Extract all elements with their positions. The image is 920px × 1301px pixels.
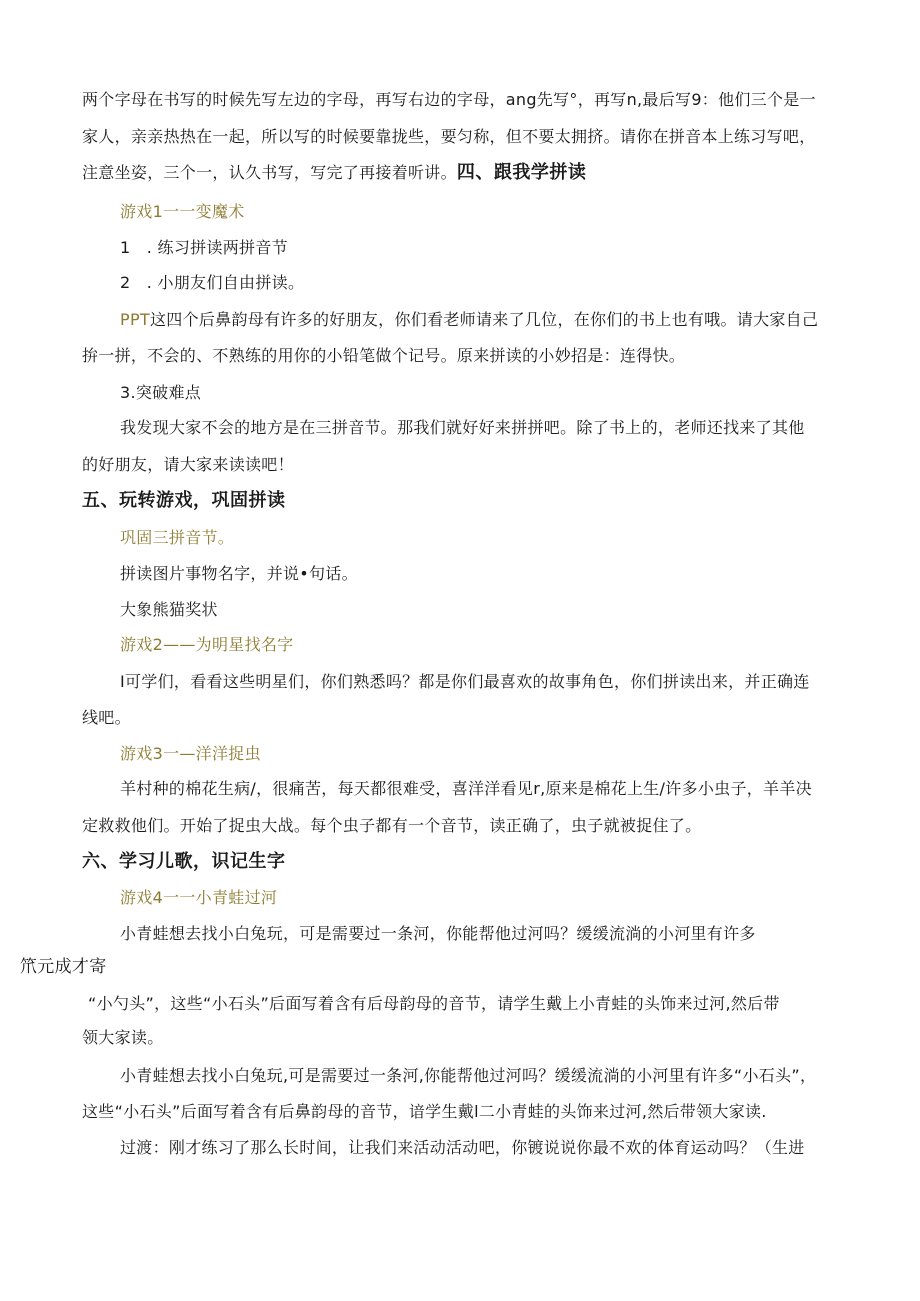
list-item-2: 2 . 小朋友们自由拼读。 xyxy=(120,273,305,292)
ppt-line-1 xyxy=(120,309,818,331)
difficulty-para-line-1: 我发现大家不会的地方是在三拼音节。那我们就好好来拼拼吧。除了书上的，老师还找来了其他 xyxy=(120,418,805,437)
game-2-title: 游戏2——为明星找名字 xyxy=(120,635,294,654)
heading-section-6: 六、学习儿歌，识记生字 xyxy=(82,851,286,872)
difficulty-para-line-2: 的好朋友，请大家来读读吧！ xyxy=(82,455,294,474)
stones-para-line-1: “小勺头”，这些“小石头”后面写着含有后母韵母的音节，请学生戴上小青蛙的头饰来过河,然后带 xyxy=(88,994,780,1013)
game-3-para-line-1: 羊村种的棉花生病/，很痛苦，每天都很难受，喜洋洋看见r,原来是棉花上生/许多小虫子，羊羊决 xyxy=(120,779,812,798)
ppt-line-2: 拚一拼，不会的、不熟练的用你的小铅笔做个记号。原来拼读的小妙招是：连得快。 xyxy=(82,346,686,365)
ppt-label: PPT xyxy=(120,310,150,329)
game-3-title: 游戏3一—洋洋捉虫 xyxy=(120,744,261,763)
heading-section-5: 五、玩转游戏，巩固拼读 xyxy=(82,490,286,511)
game-4-title: 游戏4一一小青蛙过河 xyxy=(120,888,278,907)
margin-note: 笊元成才寄 xyxy=(20,957,107,977)
section-5-subtitle: 巩固三拼音节。 xyxy=(120,528,235,547)
intro-line-3-text: 注意坐姿，三个一，认久书写，写完了再接着听讲。 xyxy=(82,163,457,182)
intro-line-2: 家人，亲亲热热在一起，所以写的时候要靠拢些，要匀称，但不要太拥挤。请你在拼音本上练习写吧， xyxy=(82,127,816,146)
section-5-line-2: 大象熊猫奖状 xyxy=(120,600,218,619)
intro-line-1: 两个字母在书写的时候先写左边的字母，再写右边的字母，ang先写°，再写n,最后写9：他们三个是一 xyxy=(82,90,816,109)
frog-para-line-1: 小青蛙想去找小白兔玩,可是需要过一条河,你能帮他过河吗？缓缓流淌的小河里有许多“小石头”， xyxy=(120,1066,817,1085)
heading-section-4: 四、跟我学拼读 xyxy=(456,162,587,183)
list-item-3: 3.突破难点 xyxy=(120,383,202,402)
game-2-para-line-1: I可学们，看看这些明星们，你们熟悉吗？都是你们最喜欢的故事角色，你们拼读出来，并正确连 xyxy=(120,672,810,691)
section-5-line-1: 拼读图片事物名字，并说•句话。 xyxy=(120,564,358,583)
frog-intro-line: 小青蛙想去找小白兔玩，可是需要过一条河，你能帮他过河吗？缓缓流淌的小河里有许多 xyxy=(120,924,756,943)
game-3-para-line-2: 定救救他们。开始了捉虫大战。每个虫子都有一个音节，读正确了，虫子就被捉住了。 xyxy=(82,816,702,835)
frog-para-line-2: 这些“小石头”后面写着含有后鼻韵母的音节，谙学生戴l二小青蛙的头饰来过河,然后带领大家读. xyxy=(82,1102,767,1121)
ppt-line-1-text: 这四个后鼻韵母有许多的好朋友，你们看老师请来了几位，在你们的书上也有哦。请大家自己 xyxy=(149,310,819,329)
list-item-1: 1 . 练习拼读两拼音节 xyxy=(120,238,288,257)
game-1-title: 游戏1一一变魔术 xyxy=(120,202,245,221)
game-2-para-line-2: 线吧。 xyxy=(82,708,131,727)
transition-line: 过渡：刚才练习了那么长时间，让我们来活动活动吧，你镀说说你最不欢的体育运动吗？（生进 xyxy=(120,1138,805,1157)
intro-line-3 xyxy=(82,162,586,184)
stones-para-line-2: 领大家读。 xyxy=(82,1028,164,1047)
